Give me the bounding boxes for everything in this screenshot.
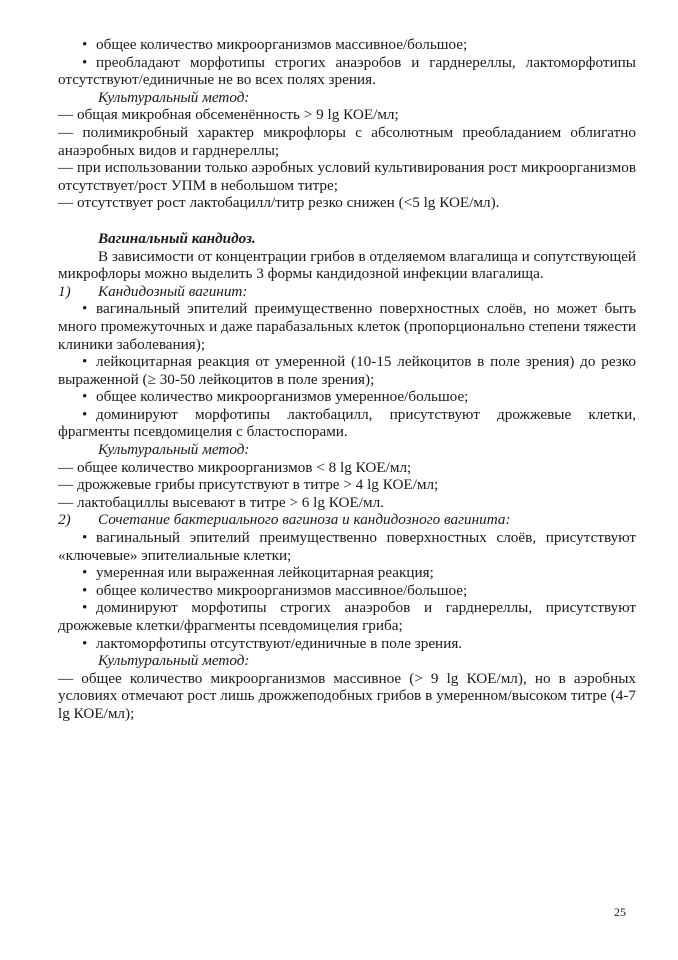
dash-item: — общая микробная обсеменённость > 9 lg КОЕ/мл; — [58, 106, 636, 124]
dash-item: — лактобациллы высевают в титре > 6 lg КОЕ/мл. — [58, 494, 636, 512]
bullet-item: • лактоморфотипы отсутствуют/единичные в поле зрения. — [58, 635, 636, 653]
paragraph: В зависимости от концентрации грибов в отделяемом влагалища и сопутствующей микрофлоры можно выделить 3 формы кандидозной инфекции влагалища. — [58, 247, 637, 283]
subheading-culture-method: Культуральный метод: — [98, 652, 250, 670]
dash-item: — дрожжевые грибы присутствуют в титре > 4 lg КОЕ/мл; — [58, 476, 636, 494]
item-number: 2) — [58, 511, 71, 529]
page-number: 25 — [614, 905, 626, 919]
dash-item: — при использовании только аэробных условий культивирования рост микроорганизмов отсутствует/рост УПМ в небольшом титре; — [58, 159, 636, 194]
section-title: Вагинальный кандидоз. — [98, 229, 256, 247]
document-page — [58, 36, 636, 723]
numbered-subheading-text: Сочетание бактериального вагиноза и кандидозного вагинита: — [98, 511, 511, 529]
bullet-item: • общее количество микроорганизмов умеренное/большое; — [58, 388, 636, 406]
numbered-subheading — [58, 511, 636, 529]
subheading-culture-method: Культуральный метод: — [98, 88, 250, 106]
dash-item: — общее количество микроорганизмов < 8 lg КОЕ/мл; — [58, 459, 636, 477]
bullet-item: • вагинальный эпителий преимущественно поверхностных слоёв, но может быть много промежуточных и даже парабазальных клеток (пропорционально степени тяжести клиники заболевания); — [58, 300, 636, 353]
bullet-item: • лейкоцитарная реакция от умеренной (10-15 лейкоцитов в поле зрения) до резко выраженной (≥ 30-50 лейкоцитов в поле зрения); — [58, 353, 636, 388]
bullet-item: • умеренная или выраженная лейкоцитарная реакция; — [58, 564, 636, 582]
item-number: 1) — [58, 282, 71, 300]
bullet-item: • общее количество микроорганизмов массивное/большое; — [58, 36, 636, 54]
bullet-item: • общее количество микроорганизмов массивное/большое; — [58, 582, 636, 600]
dash-item: — полимикробный характер микрофлоры с абсолютным преобладанием облигатно анаэробных видов и гарднереллы; — [58, 124, 636, 159]
numbered-subheading-text: Кандидозный вагинит: — [98, 282, 248, 300]
dash-item: — отсутствует рост лактобацилл/титр резко снижен (<5 lg КОЕ/мл). — [58, 194, 636, 212]
numbered-subheading — [58, 283, 636, 301]
subheading-culture-method: Культуральный метод: — [98, 441, 250, 459]
bullet-item: • доминируют морфотипы строгих анаэробов и гарднереллы, присутствуют дрожжевые клетки/фрагменты псевдомицелия гриба; — [58, 599, 636, 634]
bullet-item: • доминируют морфотипы лактобацилл, присутствуют дрожжевые клетки, фрагменты псевдомицелия с бластоспорами. — [58, 406, 636, 441]
bullet-item: • вагинальный эпителий преимущественно поверхностных слоёв, присутствуют «ключевые» эпителиальные клетки; — [58, 529, 636, 564]
dash-item: — общее количество микроорганизмов массивное (> 9 lg КОЕ/мл), но в аэробных условиях отмечают рост лишь дрожжеподобных грибов в умеренном/высоком титре (4-7 lg КОЕ/мл); — [58, 670, 636, 723]
bullet-item: • преобладают морфотипы строгих анаэробов и гарднереллы, лактоморфотипы отсутствуют/единичные не во всех полях зрения. — [58, 54, 636, 89]
